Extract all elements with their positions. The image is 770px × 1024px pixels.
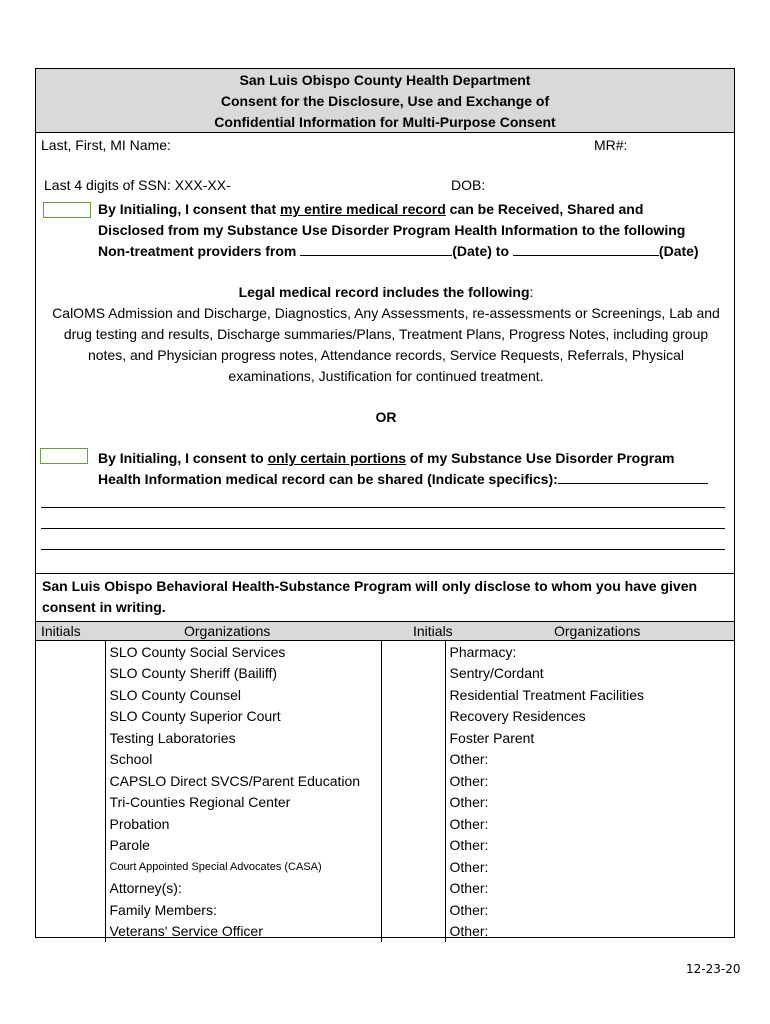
table-row — [36, 663, 734, 685]
initials-cell-left[interactable] — [36, 792, 105, 814]
initials-cell-right[interactable] — [381, 792, 445, 814]
initials-cell-left[interactable] — [36, 899, 105, 921]
table-row — [36, 684, 734, 706]
disclosure-statement: San Luis Obispo Behavioral Health-Substance Program will only disclose to whom you have given consent in writing. — [36, 573, 734, 620]
header-line-2: Consent for the Disclosure, Use and Exchange of — [220, 93, 550, 109]
initials-cell-right[interactable] — [381, 663, 445, 685]
partial-consent-text-a: By Initialing, I consent to — [98, 450, 268, 466]
organization-left: Veterans' Service Officer — [105, 921, 381, 943]
table-row — [36, 813, 734, 835]
th-organizations-right: Organizations — [554, 623, 641, 639]
organization-right: Recovery Residences — [449, 708, 586, 725]
organization-right: Other: — [449, 751, 489, 768]
table-row — [36, 792, 734, 814]
organization-right: Other: — [449, 858, 489, 875]
initials-cell-left[interactable] — [36, 727, 105, 749]
full-consent-line-1 — [98, 201, 643, 217]
organization-right: Pharmacy: — [449, 643, 517, 660]
partial-consent-underlined: only certain portions — [267, 450, 407, 466]
initials-cell-left[interactable] — [36, 770, 105, 792]
organization-left: SLO County Social Services — [105, 641, 381, 663]
table-row — [36, 835, 734, 857]
date-from-label: Non-treatment providers from — [98, 243, 301, 259]
initials-cell-right[interactable] — [381, 749, 445, 771]
initials-cell-left[interactable] — [36, 749, 105, 771]
th-initials-right: Initials — [413, 623, 453, 639]
organization-right: Other: — [449, 901, 489, 918]
organization-right: Other: — [449, 815, 489, 832]
initials-cell-left[interactable] — [36, 641, 105, 663]
full-consent-text-b: can be Received, Shared and — [445, 201, 644, 217]
organizations-rows — [36, 641, 734, 942]
table-row — [36, 706, 734, 728]
table-row — [36, 770, 734, 792]
organization-left: Testing Laboratories — [105, 727, 381, 749]
th-initials-left: Initials — [41, 623, 81, 639]
initials-cell-right[interactable] — [381, 770, 445, 792]
table-row — [36, 727, 734, 749]
partial-consent-line-2 — [98, 471, 708, 487]
initials-cell-right[interactable] — [381, 899, 445, 921]
full-consent-line-3 — [98, 243, 699, 259]
organization-right: Sentry/Cordant — [449, 665, 544, 682]
organization-left: SLO County Superior Court — [105, 706, 381, 728]
legal-body: CalOMS Admission and Discharge, Diagnostics, Any Assessments, re-assessments or Screenings, Lab and drug testing and results, Discharge summaries/Plans, Treatment Plans, Progress Notes, including group notes, and Physician progress notes, Attendance records, Service Requests, Referrals, Physical examinations, Justification for continued treatment. — [52, 305, 720, 384]
mr-label: MR#: — [594, 137, 628, 153]
organization-right: Other: — [449, 794, 489, 811]
organization-left: Attorney(s): — [105, 878, 381, 900]
partial-consent-line-1 — [98, 450, 674, 466]
dob-label: DOB: — [451, 177, 486, 193]
specifics-blank[interactable] — [558, 471, 708, 484]
name-label: Last, First, MI Name: — [41, 137, 171, 153]
organization-left: Parole — [105, 835, 381, 857]
initials-cell-left[interactable] — [36, 813, 105, 835]
full-consent-text-a: By Initialing, I consent that — [98, 201, 281, 217]
initial-box-full-consent[interactable] — [43, 202, 91, 218]
initials-cell-right[interactable] — [381, 684, 445, 706]
organization-left: CAPSLO Direct SVCS/Parent Education — [105, 770, 381, 792]
legal-heading-colon: : — [529, 284, 534, 300]
legal-heading — [46, 282, 726, 303]
initials-cell-right[interactable] — [381, 878, 445, 900]
initials-cell-right[interactable] — [381, 641, 445, 663]
initials-cell-left[interactable] — [36, 921, 105, 943]
initials-cell-left[interactable] — [36, 878, 105, 900]
organization-right: Foster Parent — [449, 729, 535, 746]
table-row — [36, 899, 734, 921]
header-line-3: Confidential Information for Multi-Purpose Consent — [214, 114, 556, 130]
organization-left: SLO County Counsel — [105, 684, 381, 706]
organization-right: Other: — [449, 880, 489, 897]
initials-cell-right[interactable] — [381, 856, 445, 878]
partial-consent-text-b: of my Substance Use Disorder Program — [406, 450, 675, 466]
organization-left: Tri-Counties Regional Center — [105, 792, 381, 814]
consent-form — [35, 68, 735, 938]
date-from-blank[interactable] — [300, 243, 452, 256]
table-row — [36, 749, 734, 771]
revision-date: 12-23-20 — [686, 962, 741, 976]
partial-consent-text-2: Health Information medical record can be shared (Indicate specifics): — [98, 471, 558, 487]
organization-left: Probation — [105, 813, 381, 835]
full-consent-line-2: Disclosed from my Substance Use Disorder Program Health Information to the following — [98, 222, 686, 238]
initials-cell-left[interactable] — [36, 856, 105, 878]
organizations-table — [36, 641, 734, 942]
form-header — [36, 69, 734, 133]
initials-cell-right[interactable] — [381, 706, 445, 728]
initials-cell-left[interactable] — [36, 835, 105, 857]
initials-cell-right[interactable] — [381, 921, 445, 943]
table-row — [36, 921, 734, 943]
date-to-label: (Date) to — [452, 243, 513, 259]
initials-cell-right[interactable] — [381, 835, 445, 857]
organization-left: Court Appointed Special Advocates (CASA) — [105, 856, 381, 878]
organization-right: Other: — [449, 923, 489, 940]
initials-cell-right[interactable] — [381, 813, 445, 835]
date-to-blank[interactable] — [513, 243, 659, 256]
organization-left: SLO County Sheriff (Bailiff) — [105, 663, 381, 685]
initials-cell-left[interactable] — [36, 706, 105, 728]
header-line-1: San Luis Obispo County Health Department — [239, 72, 531, 88]
ssn-label: Last 4 digits of SSN: XXX-XX- — [44, 177, 231, 193]
or-label: OR — [375, 409, 397, 425]
full-consent-underlined: my entire medical record — [280, 201, 446, 217]
initials-cell-left[interactable] — [36, 684, 105, 706]
organization-left: School — [105, 749, 381, 771]
table-row — [36, 878, 734, 900]
legal-heading-text: Legal medical record includes the following — [238, 284, 530, 300]
initials-cell-right[interactable] — [381, 727, 445, 749]
initials-cell-left[interactable] — [36, 663, 105, 685]
table-row — [36, 641, 734, 663]
organization-right: Other: — [449, 772, 489, 789]
table-row — [36, 856, 734, 878]
specifics-line-2[interactable] — [41, 528, 725, 529]
date-suffix: (Date) — [658, 243, 699, 259]
initial-box-partial-consent[interactable] — [40, 448, 88, 464]
table-header — [36, 621, 734, 641]
th-organizations-left: Organizations — [184, 623, 271, 639]
specifics-line-1[interactable] — [41, 507, 725, 508]
specifics-line-3[interactable] — [41, 549, 725, 550]
organization-right: Other: — [449, 837, 489, 854]
organization-right: Residential Treatment Facilities — [449, 686, 645, 703]
organization-left: Family Members: — [105, 899, 381, 921]
